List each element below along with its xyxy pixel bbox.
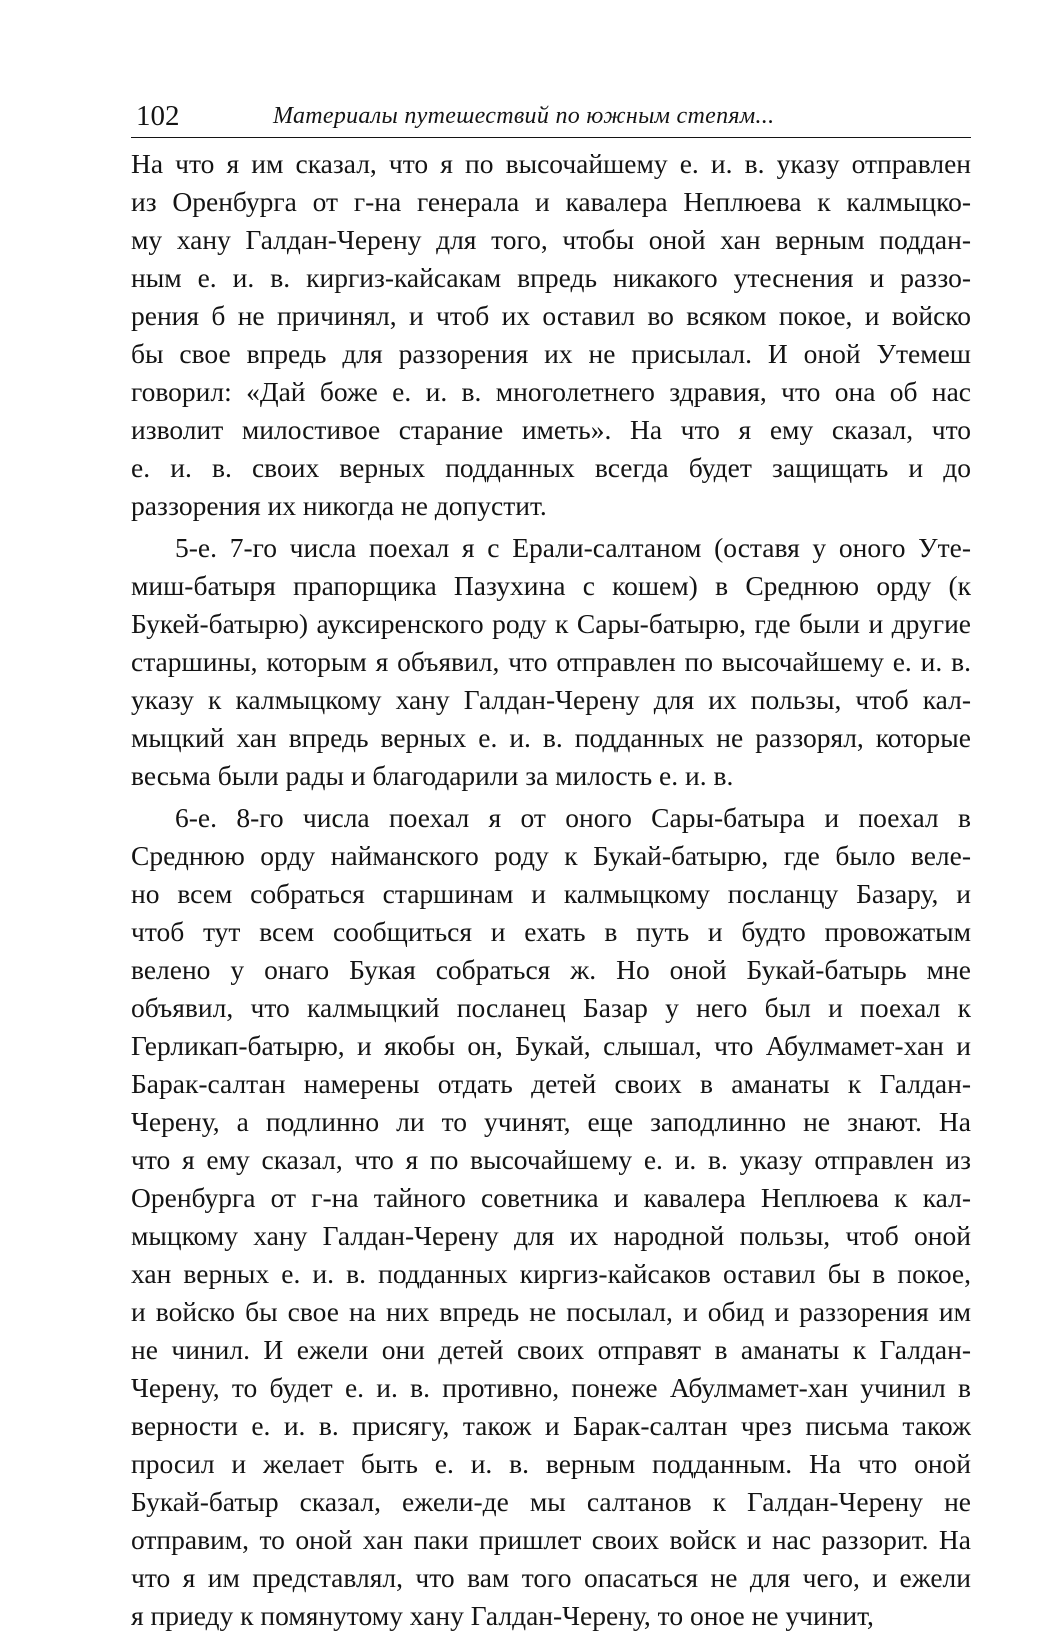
text-line: е. и. в. своих верных подданных всегда будет защищать и до — [131, 452, 971, 483]
text-line: но всем собраться старшинам и калмыцкому посланцу Базару, и — [131, 878, 971, 909]
text-line: изволит милостивое старание иметь». На что я ему сказал, что — [131, 414, 971, 445]
text-line: ным е. и. в. киргиз-кайсакам впредь никакого утеснения и раззо- — [131, 262, 971, 293]
text-line: му хану Галдан-Черену для того, чтобы оной хан верным поддан- — [131, 224, 971, 255]
text-line: объявил, что калмыцкий посланец Базар у него был и поехал к — [131, 992, 971, 1023]
text-line: из Оренбурга от г-на генерала и кавалера Неплюева к калмыцко- — [131, 186, 971, 217]
text-line: старшины, которым я объявил, что отправлен по высочайшему е. и. в. — [131, 646, 971, 677]
text-line: раззорения их никогда не допустит. — [131, 490, 547, 521]
text-line: Оренбурга от г-на тайного советника и кавалера Неплюева к кал- — [131, 1182, 971, 1213]
text-line: что я им представлял, что вам того опасаться не для чего, и ежели — [131, 1562, 971, 1593]
running-title: Материалы путешествий по южным степям... — [273, 103, 775, 129]
paragraph — [131, 145, 971, 525]
text-line: хан верных е. и. в. подданных киргиз-кайсаков оставил бы в покое, — [131, 1258, 971, 1289]
page-number: 102 — [136, 100, 180, 132]
paragraph — [131, 799, 971, 1635]
text-line: чтоб тут всем сообщиться и ехать в путь и будто провожатым — [131, 916, 971, 947]
text-line: мыцкому хану Галдан-Черену для их народной пользы, чтоб оной — [131, 1220, 971, 1251]
text-line: я приеду к помянутому хану Галдан-Черену, то оное не учинит, — [131, 1600, 874, 1631]
text-line: Букай-батыр сказал, ежели-де мы салтанов к Галдан-Черену не — [131, 1486, 971, 1517]
paragraph — [131, 529, 971, 795]
text-line: Черену, а подлинно ли то учинят, еще заподлинно не знают. На — [131, 1106, 971, 1137]
text-line: весьма были рады и благодарили за милость е. и. в. — [131, 760, 734, 791]
body-text — [131, 145, 971, 1635]
text-line: велено у онаго Букая собраться ж. Но оной Букай-батырь мне — [131, 954, 971, 985]
running-head — [131, 96, 971, 136]
text-line: говорил: «Дай боже е. и. в. многолетнего здравия, что она об нас — [131, 376, 971, 407]
text-line: не чинил. И ежели они детей своих отправят в аманаты к Галдан- — [131, 1334, 971, 1365]
text-line: 5-е. 7-го числа поехал я с Ерали-салтаном (оставя у оного Уте- — [175, 532, 971, 563]
text-line: мыцкий хан впредь верных е. и. в. подданных не раззорял, которые — [131, 722, 971, 753]
text-line: что я ему сказал, что я по высочайшему е. и. в. указу отправлен из — [131, 1144, 971, 1175]
text-line: указу к калмыцкому хану Галдан-Черену для их пользы, чтоб кал- — [131, 684, 971, 715]
text-line: 6-е. 8-го числа поехал я от оного Сары-батыра и поехал в — [175, 802, 971, 833]
text-line: верности е. и. в. присягу, також и Барак-салтан чрез письма також — [131, 1410, 971, 1441]
text-line: Черену, то будет е. и. в. противно, понеже Абулмамет-хан учинил в — [131, 1372, 971, 1403]
text-line: Герликап-батырю, и якобы он, Букай, слышал, что Абулмамет-хан и — [131, 1030, 971, 1061]
text-line: бы свое впредь для раззорения их не присылал. И оной Утемеш — [131, 338, 971, 369]
header-rule — [131, 137, 971, 138]
text-line: Барак-салтан намерены отдать детей своих в аманаты к Галдан- — [131, 1068, 971, 1099]
text-line: На что я им сказал, что я по высочайшему е. и. в. указу отправлен — [131, 148, 971, 179]
text-line: и войско бы свое на них впредь не посылал, и обид и раззорения им — [131, 1296, 971, 1327]
text-line: Букей-батырю) ауксиренского роду к Сары-батырю, где были и другие — [131, 608, 971, 639]
text-line: просил и желает быть е. и. в. верным подданным. На что оной — [131, 1448, 971, 1479]
text-line: отправим, то оной хан паки пришлет своих войск и нас раззорит. На — [131, 1524, 971, 1555]
text-line: рения б не причинял, и чтоб их оставил во всяком покое, и войско — [131, 300, 971, 331]
text-line: Среднюю орду найманского роду к Букай-батырю, где было веле- — [131, 840, 971, 871]
text-line: миш-батыря прапорщика Пазухина с кошем) в Среднюю орду (к — [131, 570, 971, 601]
